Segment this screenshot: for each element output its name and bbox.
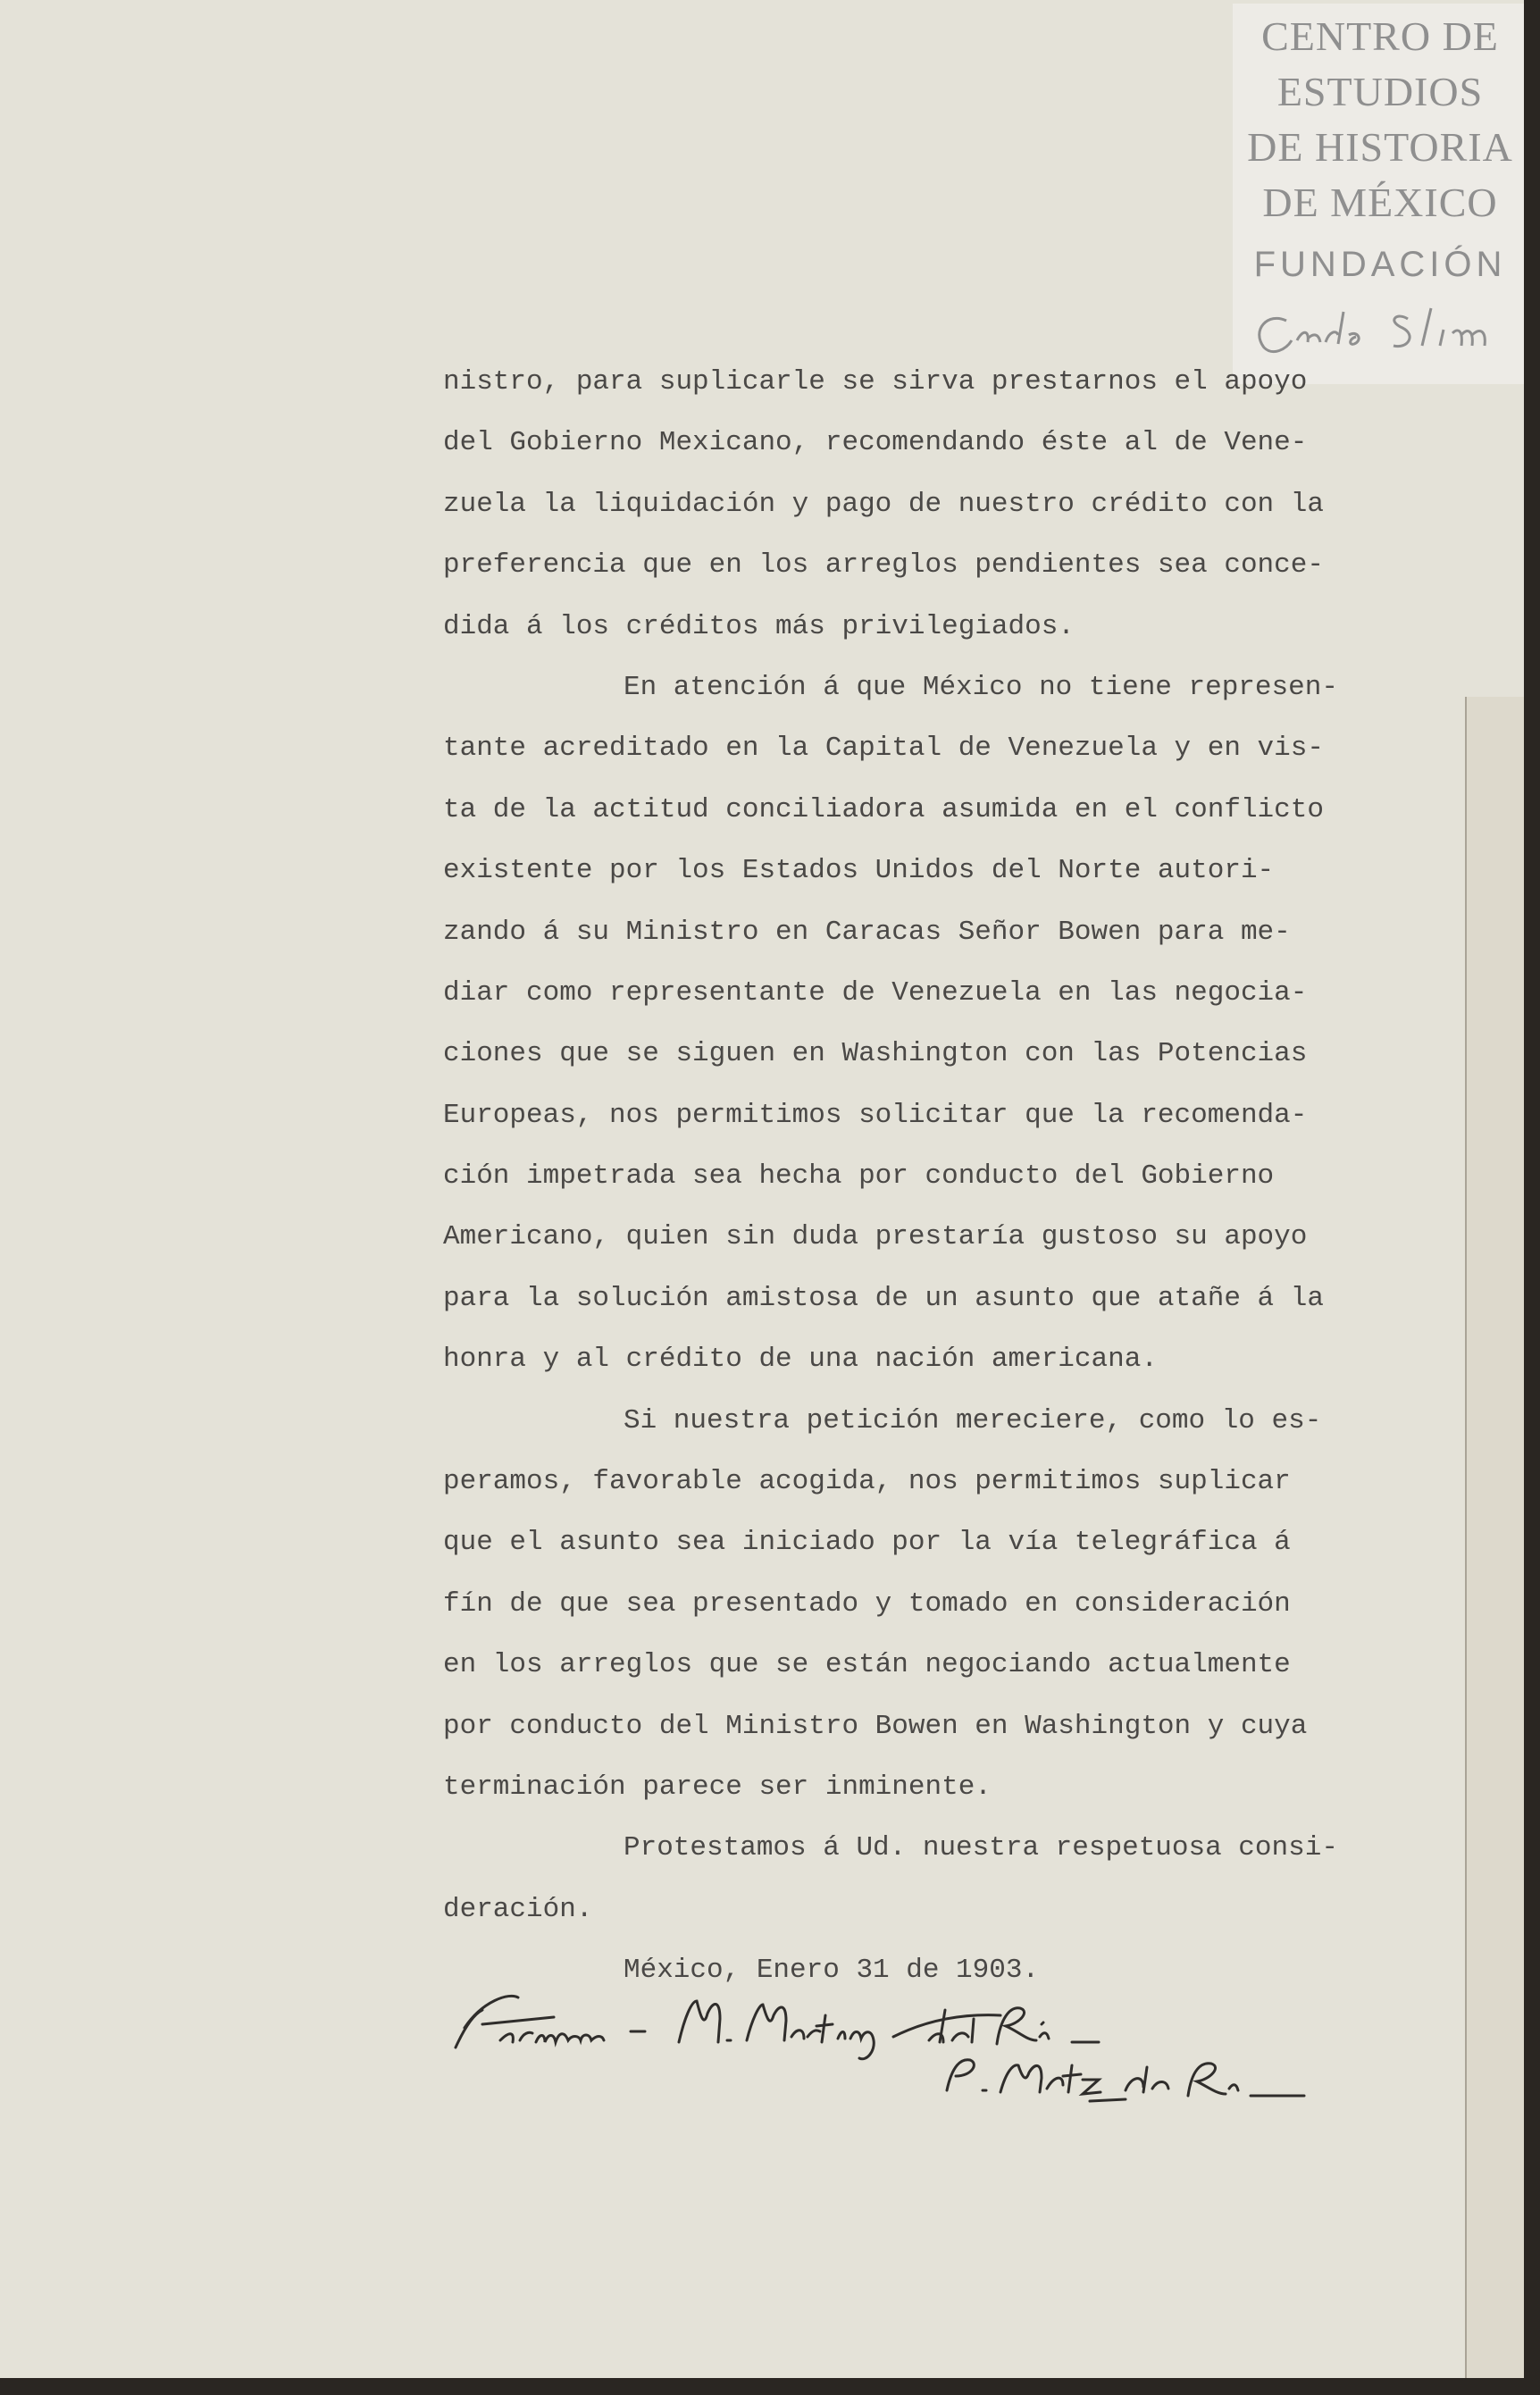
text-line: en los arreglos que se están negociando actualmente <box>443 1649 1291 1681</box>
text-line: dida á los créditos más privilegiados. <box>443 610 1075 642</box>
watermark-line: ESTUDIOS <box>1276 69 1484 114</box>
watermark-foundation: FUNDACIÓN <box>1253 245 1507 284</box>
handwritten-signatures-image <box>447 1965 1483 2108</box>
text-line: por conducto del Ministro Bowen en Washington y cuya <box>443 1710 1308 1742</box>
text-line: terminación parece ser inminente. <box>443 1771 992 1803</box>
letter-body <box>443 352 1461 2002</box>
text-line: preferencia que en los arreglos pendientes sea conce- <box>443 549 1324 582</box>
text-line: para la solución amistosa de un asunto que atañe á la <box>443 1282 1324 1314</box>
text-line: fín de que sea presentado y tomado en consideración <box>443 1587 1291 1620</box>
watermark-line: CENTRO DE <box>1261 13 1499 59</box>
text-line: zando á su Ministro en Caracas Señor Bowen para me- <box>443 916 1291 948</box>
text-line: Americano, quien sin duda prestaría gustoso su apoyo <box>443 1221 1308 1253</box>
text-line: que el asunto sea iniciado por la vía telegráfica á <box>443 1527 1291 1559</box>
watermark-line: DE HISTORIA <box>1247 124 1513 170</box>
letter-date: México, Enero 31 de 1903. <box>624 1955 1040 1987</box>
paragraph <box>443 352 1461 657</box>
text-line: Europeas, nos permitimos solicitar que la recomenda- <box>443 1099 1308 1131</box>
text-line: En atención á que México no tiene represen- <box>624 671 1338 703</box>
text-line: diar como representante de Venezuela en las negocia- <box>443 976 1308 1009</box>
paragraph <box>443 657 1461 1391</box>
paragraph <box>443 1391 1461 1819</box>
text-line: Protestamos á Ud. nuestra respetuosa consi- <box>624 1832 1338 1864</box>
text-line: deración. <box>443 1893 593 1925</box>
paragraph <box>443 1818 1461 1940</box>
text-line: peramos, favorable acogida, nos permitimos suplicar <box>443 1466 1291 1498</box>
text-line: tante acreditado en la Capital de Venezuela y en vis- <box>443 733 1324 765</box>
scan-border-right <box>1524 0 1540 2395</box>
archive-watermark <box>1233 4 1527 384</box>
scan-border-bottom <box>0 2378 1540 2395</box>
text-line: honra y al crédito de una nación americana. <box>443 1344 1158 1376</box>
text-line: ción impetrada sea hecha por conducto del Gobierno <box>443 1160 1275 1193</box>
text-line: zuela la liquidación y pago de nuestro crédito con la <box>443 488 1324 520</box>
text-line: del Gobierno Mexicano, recomendando éste al de Vene- <box>443 427 1308 459</box>
text-line: Si nuestra petición mereciere, como lo es- <box>624 1404 1322 1436</box>
text-line: ta de la actitud conciliadora asumida en el conflicto <box>443 793 1324 825</box>
watermark-line: DE MÉXICO <box>1262 180 1498 225</box>
text-line: nistro, para suplicarle se sirva prestarnos el apoyo <box>443 366 1308 398</box>
text-line: existente por los Estados Unidos del Norte autori- <box>443 855 1275 887</box>
text-line: ciones que se siguen en Washington con las Potencias <box>443 1038 1308 1070</box>
